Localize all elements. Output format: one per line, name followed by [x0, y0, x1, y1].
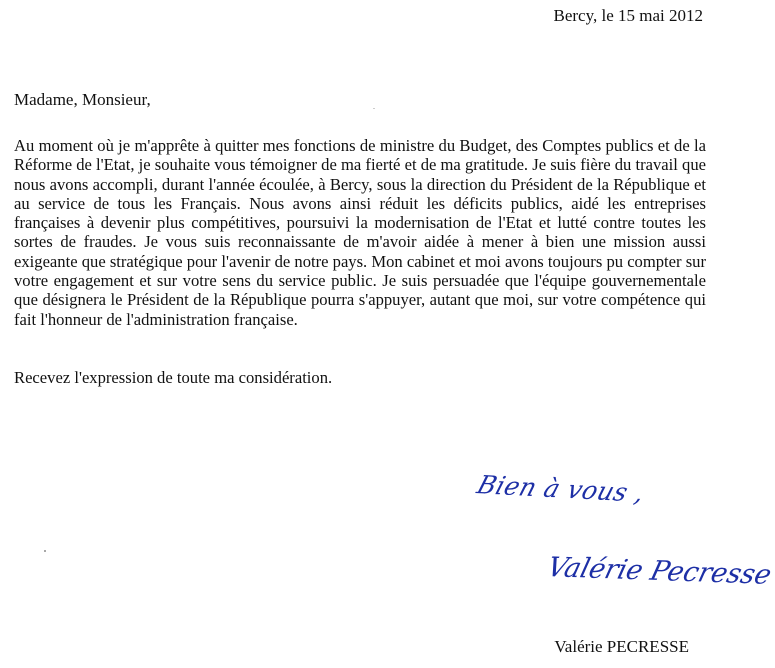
letter-salutation: Madame, Monsieur,: [14, 90, 151, 109]
letter-date: Bercy, le 15 mai 2012: [553, 6, 703, 25]
handwritten-signature: Valérie Pecresse: [544, 552, 775, 591]
scan-speck: [373, 108, 375, 109]
scan-speck: [44, 550, 46, 552]
letter-body: Au moment où je m'apprête à quitter mes fonctions de ministre du Budget, des Comptes publics et de la Réforme de l'Etat, je souhaite vous témoigner de ma fierté et de ma gratitude. Je suis fière du travail que nous avons accompli, durant l'année écoulée, à Bercy, sous la direction du Président de la République et au service de tous les Français. Nous avons ainsi réduit les déficits publics, aidé les entreprises françaises à devenir plus compétitives, poursuivi la modernisation de l'Etat et lutté contre toutes les sortes de fraudes. Je vous suis reconnaissante de m'avoir aidée à mener à bien une mission aussi exigeante que stratégique pour l'avenir de notre pays. Mon cabinet et moi avons toujours pu compter sur votre engagement et sur votre sens du service public. Je suis persuadée que l'équipe gouvernementale que désignera le Président de la République pourra s'appuyer, autant que moi, sur votre compétence qui fait l'honneur de l'administration française.: [14, 136, 706, 329]
handwritten-closing: Bien à vous ,: [473, 470, 649, 508]
letter-closing: Recevez l'expression de toute ma considération.: [14, 368, 333, 387]
signer-name: Valérie PECRESSE: [554, 637, 689, 656]
